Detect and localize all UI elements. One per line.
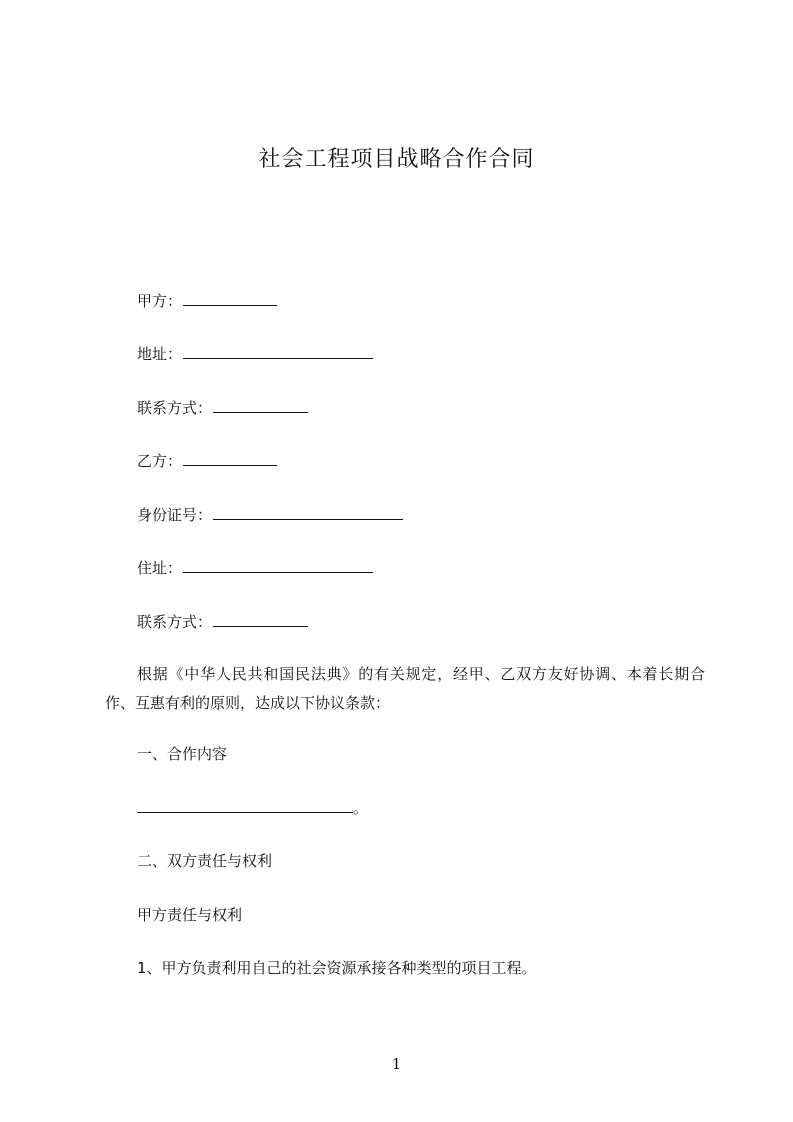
section2-subtitle: 甲方责任与权利 [137,906,243,924]
party-b-id-label: 身份证号： [137,506,213,524]
party-a-contact-label: 联系方式： [137,399,213,417]
clause-1: 1、甲方负责利用自己的社会资源承接各种类型的项目工程。 [137,959,537,977]
party-b-id-field [137,504,403,526]
party-a-address-field [137,343,373,365]
party-b-blank [183,451,277,466]
section1-title: 一、合作内容 [137,745,228,763]
document-title: 社会工程项目战略合作合同 [258,147,535,172]
party-b-id-blank [213,505,403,520]
party-a-contact-blank [213,398,308,413]
party-b-address-field [137,557,373,579]
party-b-label: 乙方： [137,452,183,470]
page-number: 1 [391,1055,402,1073]
party-b-address-blank [183,558,373,573]
party-a-blank [183,291,277,306]
intro-paragraph: 根据《中华人民共和国民法典》的有关规定，经甲、乙双方友好协调、本着长期合作、互惠有利的原则，达成以下协议条款： [105,665,705,712]
party-a-contact-field [137,397,308,419]
party-b-contact-field [137,611,308,633]
party-b-contact-blank [213,612,308,627]
party-b-contact-label: 联系方式： [137,613,213,631]
party-b-address-label: 住址： [137,559,183,577]
section1-content [137,797,368,819]
section2-title: 二、双方责任与权利 [137,852,273,870]
party-a-address-label: 地址： [137,345,183,363]
party-a-address-blank [183,344,373,359]
party-a-field [137,290,277,312]
party-a-label: 甲方： [137,292,183,310]
section1-content-tail: 。 [353,799,369,817]
section1-content-blank [137,798,353,813]
party-b-field [137,450,277,472]
